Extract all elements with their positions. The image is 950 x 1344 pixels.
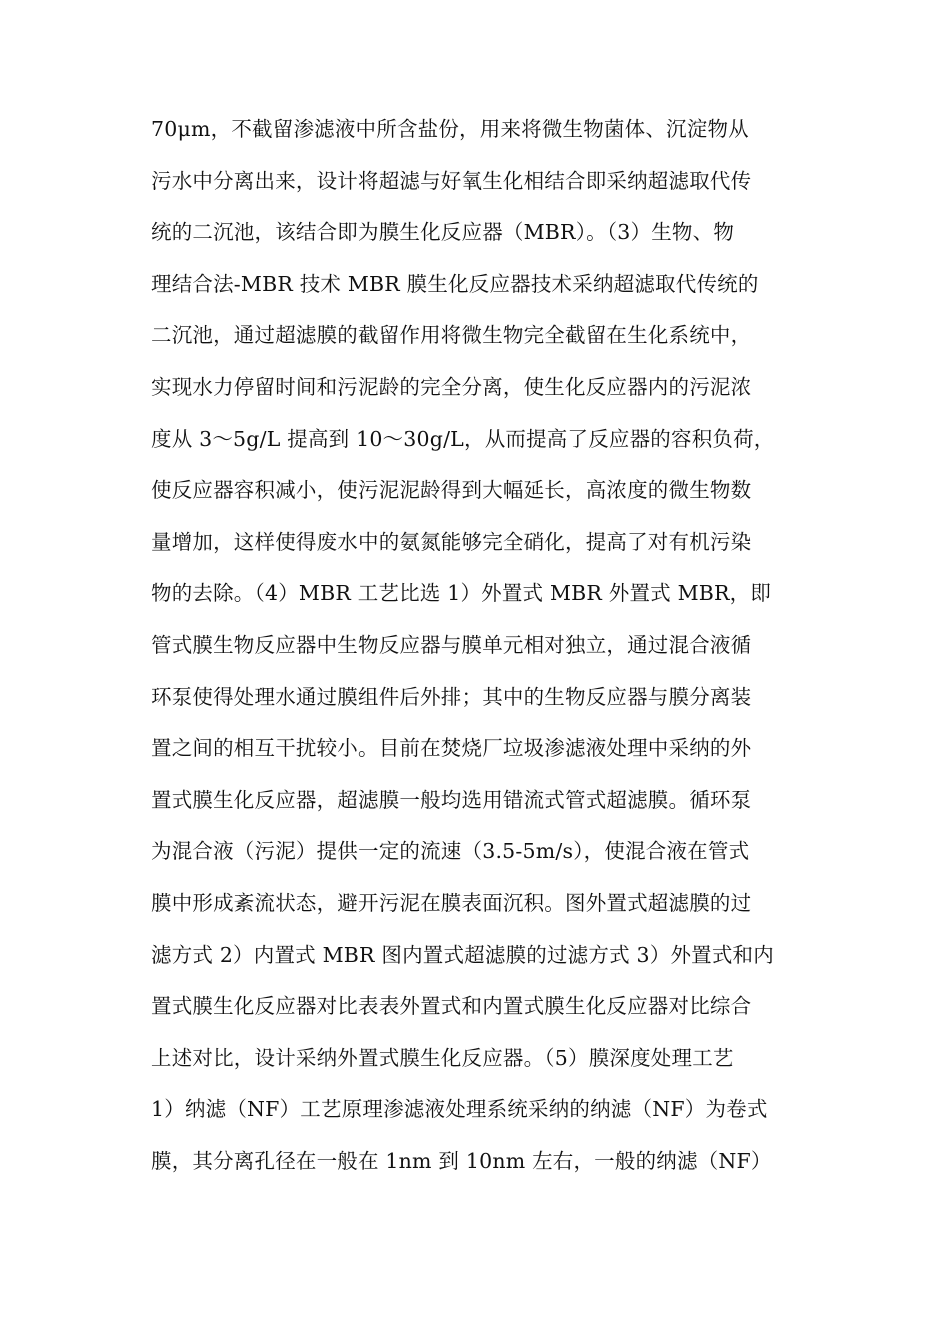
text-line: 管式膜生物反应器中生物反应器与膜单元相对独立，通过混合液循 (151, 632, 752, 657)
text-line: 置之间的相互干扰较小。目前在焚烧厂垃圾渗滤液处理中采纳的外 (151, 736, 752, 761)
text-line: 70μm，不截留渗滤液中所含盐份，用来将微生物菌体、沉淀物从 (151, 117, 749, 141)
text-line: 物的去除。（4）MBR 工艺比选 1）外置式 MBR 外置式 MBR，即 (151, 581, 772, 606)
text-line: 1）纳滤（NF）工艺原理渗滤液处理系统采纳的纳滤（NF）为卷式 (151, 1097, 768, 1122)
text-line: 置式膜生化反应器，超滤膜一般均选用错流式管式超滤膜。循环泵 (151, 787, 752, 812)
text-line: 实现水力停留时间和污泥龄的完全分离，使生化反应器内的污泥浓 (151, 374, 752, 399)
text-line: 量增加，这样使得废水中的氨氮能够完全硝化，提高了对有机污染 (151, 529, 752, 554)
text-line: 置式膜生化反应器对比表表外置式和内置式膜生化反应器对比综合 (151, 994, 752, 1019)
text-line: 膜中形成紊流状态，避开污泥在膜表面沉积。图外置式超滤膜的过 (151, 890, 752, 915)
text-line: 二沉池，通过超滤膜的截留作用将微生物完全截留在生化系统中， (151, 323, 752, 348)
text-line: 上述对比，设计采纳外置式膜生化反应器。（5）膜深度处理工艺 (151, 1045, 734, 1070)
body-text (151, 119, 811, 1202)
text-line: 使反应器容积减小，使污泥泥龄得到大幅延长，高浓度的微生物数 (151, 478, 752, 503)
text-line: 度从 3～5g/L 提高到 10～30g/L，从而提高了反应器的容积负荷， (151, 426, 775, 451)
text-line: 理结合法-MBR 技术 MBR 膜生化反应器技术采纳超滤取代传统的 (151, 271, 759, 296)
text-line: 为混合液（污泥）提供一定的流速（3.5-5m/s），使混合液在管式 (151, 839, 750, 864)
text-line: 环泵使得处理水通过膜组件后外排；其中的生物反应器与膜分离装 (151, 684, 752, 709)
text-line: 膜，其分离孔径在一般在 1nm 到 10nm 左右，一般的纳滤（NF） (151, 1148, 772, 1173)
text-line: 污水中分离出来，设计将超滤与好氧生化相结合即采纳超滤取代传 (151, 168, 752, 193)
text-line: 滤方式 2）内置式 MBR 图内置式超滤膜的过滤方式 3）外置式和内 (151, 942, 774, 967)
text-line: 统的二沉池，该结合即为膜生化反应器（MBR）。（3）生物、物 (151, 220, 735, 245)
